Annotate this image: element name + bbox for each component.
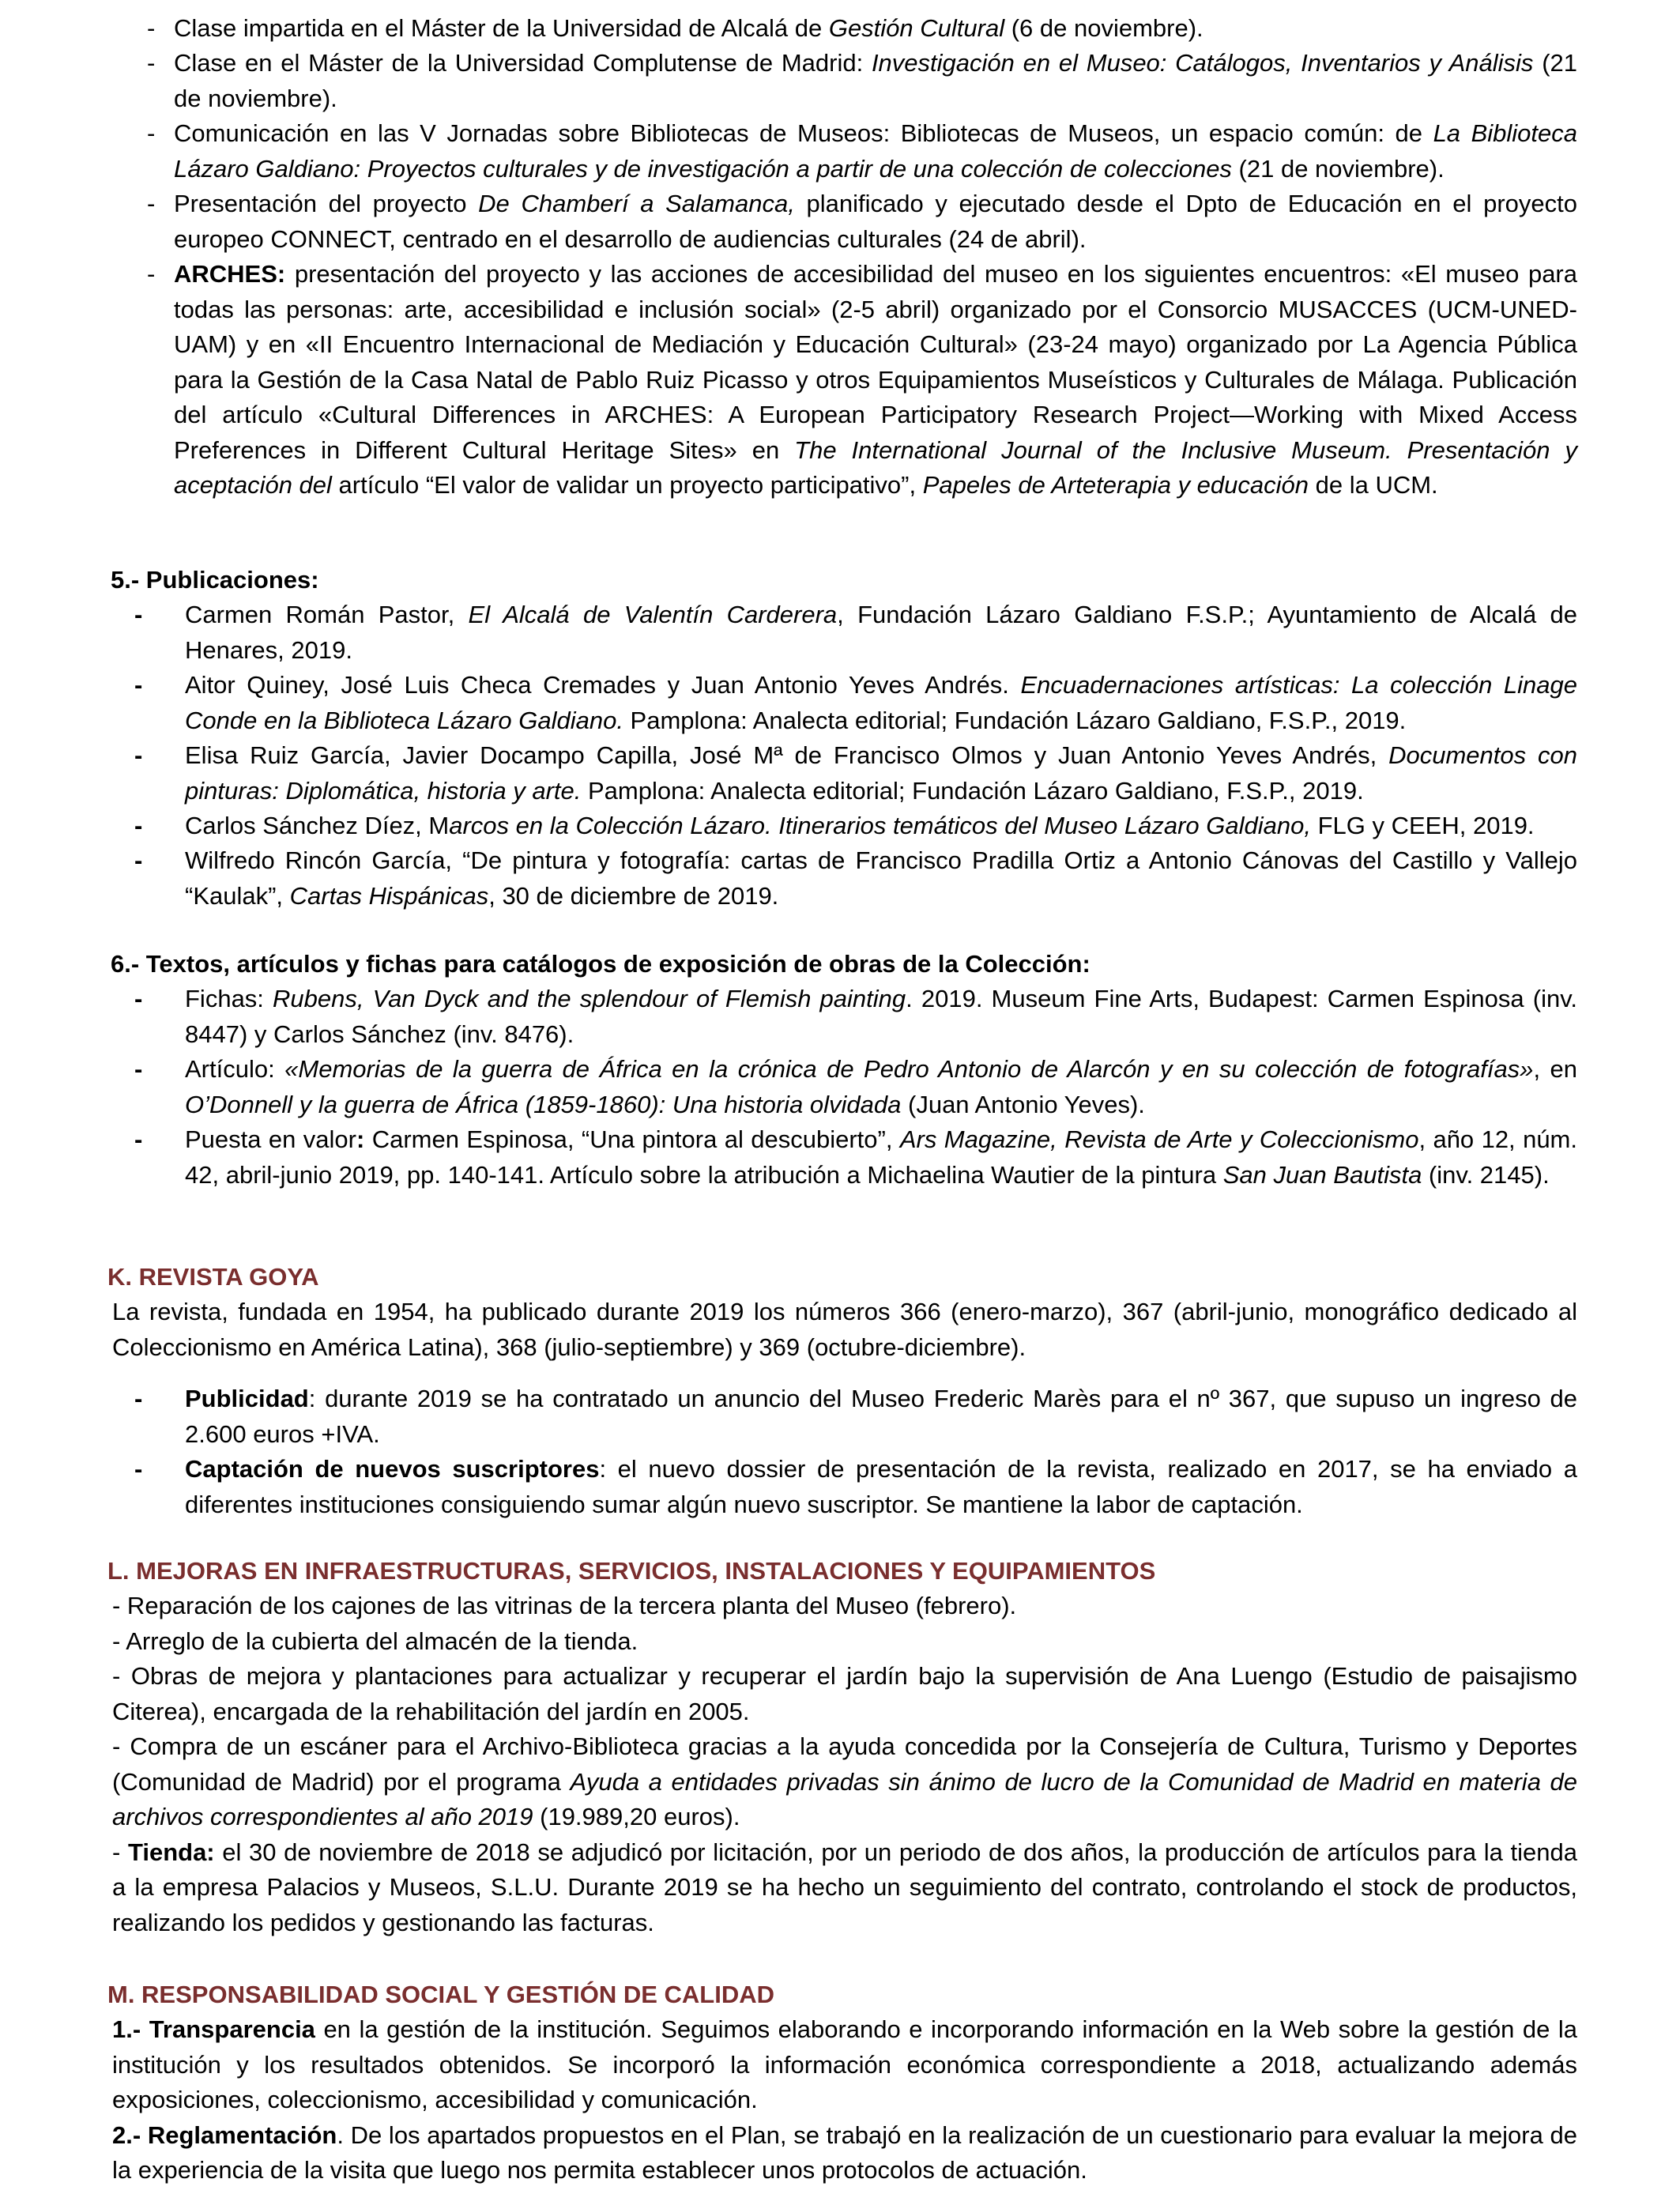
section-l-body — [112, 1589, 1577, 1940]
list-item-text: Captación de nuevos suscriptores: el nuevo dossier de presentación de la revista, realizado en 2017, se ha enviado a diferentes instituciones consiguiendo sumar algún nuevo suscriptor. Se mantiene la labor de captación. — [185, 1455, 1577, 1518]
section-l-heading: L. MEJORAS EN INFRAESTRUCTURAS, SERVICIOS, INSTALACIONES Y EQUIPAMIENTOS — [107, 1557, 1156, 1585]
list-item-text: Aitor Quiney, José Luis Checa Cremades y Juan Antonio Yeves Andrés. Encuadernaciones artísticas: La colección Linage Conde en la Biblioteca Lázaro Galdiano. Pamplona: Analecta editorial; Fundación Lázaro Galdiano, F.S.P., 2019. — [185, 671, 1577, 734]
section-l-item: - Reparación de los cajones de las vitrinas de la tercera planta del Museo (febrero). — [112, 1592, 1017, 1619]
list-item — [134, 982, 1577, 1052]
list-item-text: Clase en el Máster de la Universidad Complutense de Madrid: Investigación en el Museo: Catálogos, Inventarios y Análisis (21 de noviembre). — [174, 49, 1577, 112]
list-item — [134, 738, 1577, 809]
section-m-item: 2.- Reglamentación. De los apartados propuestos en el Plan, se trabajó en la realización de un cuestionario para evaluar la mejora de la experiencia de la visita que luego nos permita establecer unos protocolos de actuación. — [112, 2120, 1577, 2184]
list-item — [147, 46, 1577, 116]
list-item — [134, 1052, 1577, 1122]
list-item — [147, 257, 1577, 503]
list-item-text: Clase impartida en el Máster de la Universidad de Alcalá de Gestión Cultural (6 de noviembre). — [174, 14, 1203, 42]
list-item — [134, 809, 1577, 844]
list-item-text: Puesta en valor: Carmen Espinosa, “Una pintora al descubierto”, Ars Magazine, Revista de Arte y Coleccionismo, año 12, núm. 42, abril-junio 2019, pp. 140-141. Artículo sobre la atribución a Michaelina Wautier de la pintura San Juan Bautista (inv. 2145). — [185, 1125, 1577, 1189]
section-l-item: - Obras de mejora y plantaciones para actualizar y recuperar el jardín bajo la supervisión de Ana Luengo (Estudio de paisajismo Citerea), encargada de la rehabilitación del jardín en 2005. — [112, 1662, 1577, 1725]
list-marker: - — [134, 846, 143, 874]
section-k-paragraph: La revista, fundada en 1954, ha publicado durante 2019 los números 366 (enero-marzo), 367 (abril-junio, monográfico dedicado al Coleccionismo en América Latina), 368 (julio-septiembre) y 369 (octubre-diciembre). — [112, 1298, 1577, 1361]
texts-heading: 6.- Textos, artículos y fichas para catálogos de exposición de obras de la Colección: — [111, 950, 1090, 978]
list-item — [134, 1452, 1577, 1522]
list-item — [134, 598, 1577, 668]
section-l-item: - Compra de un escáner para el Archivo-Biblioteca gracias a la ayuda concedida por la Consejería de Cultura, Turismo y Deportes (Comunidad de Madrid) por el programa Ayuda a entidades privadas sin ánimo de lucro de la Comunidad de Madrid en materia de archivos correspondientes al año 2019 (19.989,20 euros). — [112, 1732, 1577, 1830]
list-marker: - — [147, 14, 156, 42]
section-m-item: 1.- Transparencia en la gestión de la institución. Seguimos elaborando e incorporando información en la Web sobre la gestión de la institución y los resultados obtenidos. Se incorporó la información económica correspondiente a 2018, actualizando además exposiciones, coleccionismo, accesibilidad y comunicación. — [112, 2015, 1577, 2113]
list-item-text: Artículo: «Memorias de la guerra de África en la crónica de Pedro Antonio de Alarcón y en su colección de fotografías», en O’Donnell y la guerra de África (1859-1860): Una historia olvidada (Juan Antonio Yeves). — [185, 1055, 1577, 1118]
list-item-text: Publicidad: durante 2019 se ha contratado un anuncio del Museo Frederic Marès para el nº 367, que supuso un ingreso de 2.600 euros +IVA. — [185, 1385, 1577, 1448]
section-k-heading: K. REVISTA GOYA — [107, 1263, 319, 1291]
list-marker: - — [134, 671, 143, 699]
list-marker: - — [147, 260, 156, 288]
list-marker: - — [134, 601, 143, 628]
list-item-text: Presentación del proyecto De Chamberí a Salamanca, planificado y ejecutado desde el Dpto de Educación en el proyecto europeo CONNECT, centrado en el desarrollo de audiencias culturales (24 de abril). — [174, 190, 1577, 253]
list-item — [134, 1122, 1577, 1193]
list-marker: - — [134, 1055, 143, 1083]
list-item-text: Comunicación en las V Jornadas sobre Bibliotecas de Museos: Bibliotecas de Museos, un espacio común: de La Biblioteca Lázaro Galdiano: Proyectos culturales y de investigación a partir de una colección de colecciones (21 de noviembre). — [174, 119, 1578, 183]
list-item — [147, 187, 1577, 257]
list-item — [134, 1382, 1577, 1452]
list-marker: - — [147, 190, 156, 217]
list-item-text: Carlos Sánchez Díez, Marcos en la Colección Lázaro. Itinerarios temáticos del Museo Lázaro Galdiano, FLG y CEEH, 2019. — [185, 812, 1535, 839]
list-marker: - — [134, 1385, 143, 1412]
list-item-text: Elisa Ruiz García, Javier Docampo Capilla, José Mª de Francisco Olmos y Juan Antonio Yeves Andrés, Documentos con pinturas: Diplomática, historia y arte. Pamplona: Analecta editorial; Fundación Lázaro Galdiano, F.S.P., 2019. — [185, 741, 1578, 805]
list-marker: - — [134, 741, 143, 769]
list-marker: - — [147, 49, 156, 77]
section-m-body — [112, 2012, 1577, 2188]
list-item — [134, 843, 1577, 914]
list-marker: - — [147, 119, 156, 147]
list-item-text: Wilfredo Rincón García, “De pintura y fotografía: cartas de Francisco Pradilla Ortiz a Antonio Cánovas del Castillo y Vallejo “Kaulak”, Cartas Hispánicas, 30 de diciembre de 2019. — [185, 846, 1577, 910]
list-marker: - — [134, 1125, 143, 1153]
list-marker: - — [134, 812, 143, 839]
list-item-text: Carmen Román Pastor, El Alcalá de Valentín Carderera, Fundación Lázaro Galdiano F.S.P.; Ayuntamiento de Alcalá de Henares, 2019. — [185, 601, 1577, 664]
list-item-text: ARCHES: presentación del proyecto y las acciones de accesibilidad del museo en los siguientes encuentros: «El museo para todas las personas: arte, accesibilidad e inclusión social» (2-5 abril) organizado por el Consorcio MUSACCES (UCM-UNED-UAM) y en «II Encuentro Internacional de Mediación y Educación Cultural» (23-24 mayo) organizado por La Agencia Pública para la Gestión de la Casa Natal de Pablo Ruiz Picasso y otros Equipamientos Museísticos y Culturales de Málaga. Publicación del artículo «Cultural Differences in ARCHES: A European Participatory Research Project—Working with Mixed Access Preferences in Different Cultural Heritage Sites» en The International Journal of the Inclusive Museum. Presentación y aceptación del artículo “El valor de validar un proyecto participativo”, Papeles de Arteterapia y educación de la UCM. — [174, 260, 1577, 499]
list-marker: - — [134, 985, 143, 1012]
list-item — [134, 668, 1577, 738]
list-marker: - — [134, 1455, 143, 1483]
section-l-item: - Tienda: el 30 de noviembre de 2018 se adjudicó por licitación, por un periodo de dos años, la producción de artículos para la tienda a la empresa Palacios y Museos, S.L.U. Durante 2019 se ha hecho un seguimiento del contrato, controlando el stock de productos, realizando los pedidos y gestionando las facturas. — [112, 1838, 1578, 1936]
list-item — [147, 11, 1577, 47]
section-m-heading: M. RESPONSABILIDAD SOCIAL Y GESTIÓN DE CALIDAD — [107, 1981, 774, 2008]
list-item-text: Fichas: Rubens, Van Dyck and the splendour of Flemish painting. 2019. Museum Fine Arts, Budapest: Carmen Espinosa (inv. 8447) y Carlos Sánchez (inv. 8476). — [185, 985, 1578, 1048]
list-item — [147, 116, 1578, 187]
section-l-item: - Arreglo de la cubierta del almacén de la tienda. — [112, 1627, 638, 1655]
publications-heading: 5.- Publicaciones: — [111, 566, 319, 594]
